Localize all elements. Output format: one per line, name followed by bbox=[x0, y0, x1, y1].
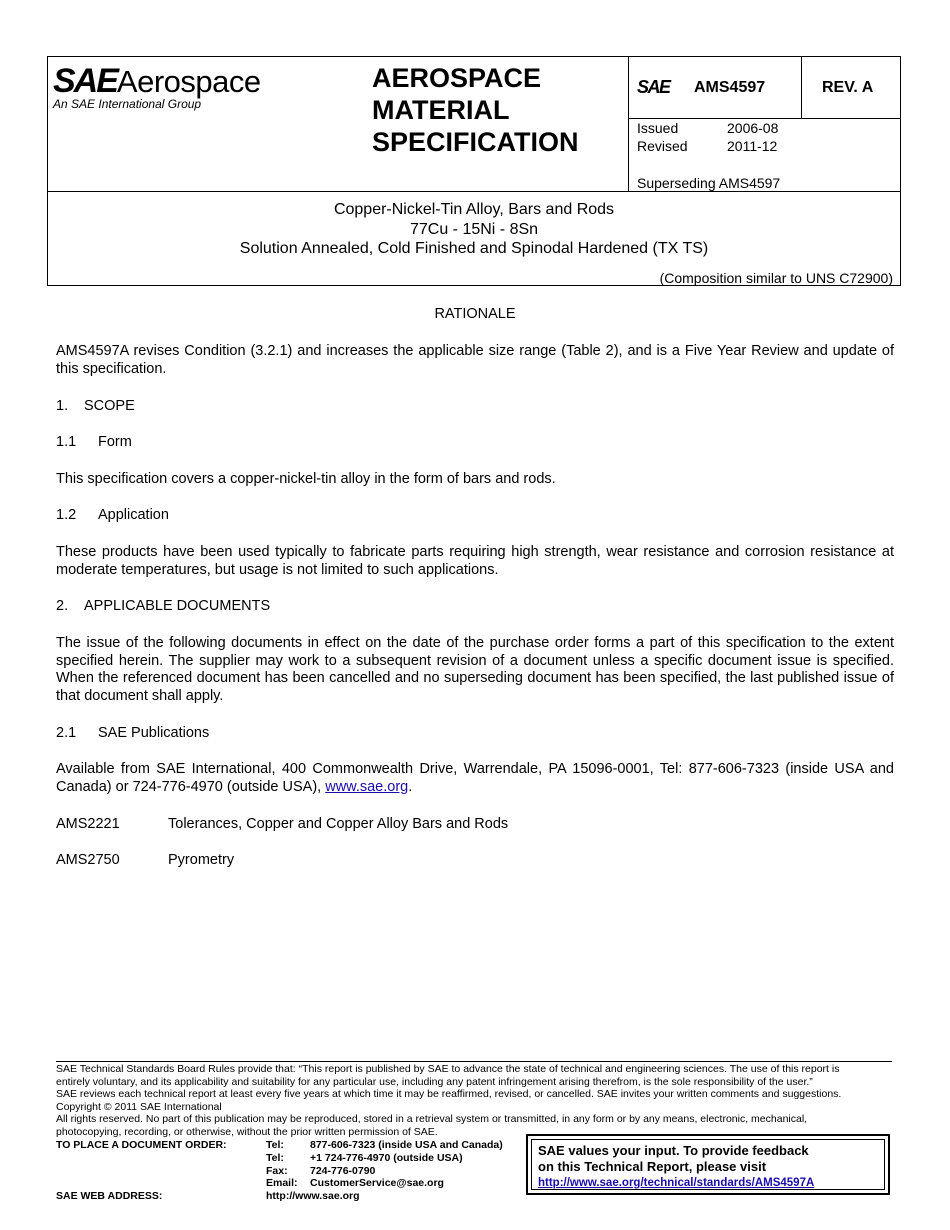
revised-row bbox=[637, 137, 777, 155]
section-1-heading bbox=[56, 398, 894, 416]
revision-label: REV. A bbox=[822, 79, 874, 96]
reference-title: Pyrometry bbox=[168, 852, 235, 868]
title-line-3: SPECIFICATION bbox=[372, 127, 579, 157]
footer-line: SAE Technical Standards Board Rules provide that: “This report is published by SAE to advance the state of technical and engineering sciences. The use of this report is bbox=[56, 1063, 840, 1075]
section-2-1-heading bbox=[56, 725, 894, 743]
title-line-1: AEROSPACE bbox=[372, 63, 542, 93]
section-1-2-title: Application bbox=[98, 507, 169, 523]
issued-value: 2006-08 bbox=[727, 120, 779, 136]
section-1-2-number: 1.2 bbox=[56, 507, 77, 523]
specification-title bbox=[47, 200, 901, 259]
fax-value: 724-776-0790 bbox=[310, 1164, 376, 1177]
rationale-text: AMS4597A revises Condition (3.2.1) and increases the applicable size range (Table 2), and is a Five Year Review and update of this specification. bbox=[56, 343, 894, 377]
section-2-heading bbox=[56, 598, 894, 616]
spec-title-line-2: 77Cu - 15Ni - 8Sn bbox=[409, 220, 539, 238]
logo-aerospace-text: Aerospace bbox=[116, 64, 261, 99]
document-type-title bbox=[372, 62, 579, 158]
footer-line: Copyright © 2011 SAE International bbox=[56, 1100, 222, 1113]
reference-code: AMS2750 bbox=[56, 852, 120, 868]
section-2-title: APPLICABLE DOCUMENTS bbox=[84, 598, 271, 614]
issued-label: Issued bbox=[637, 120, 679, 136]
feedback-link[interactable]: http://www.sae.org/technical/standards/AMS4597A bbox=[538, 1177, 815, 1189]
sae-aerospace-logo bbox=[53, 62, 303, 114]
feedback-box bbox=[526, 1134, 890, 1195]
logo-subtitle: An SAE International Group bbox=[53, 97, 202, 111]
web-label: SAE WEB ADDRESS: bbox=[56, 1190, 163, 1203]
title-line-2: MATERIAL bbox=[372, 95, 510, 125]
section-1-number: 1. bbox=[56, 398, 69, 414]
revised-value: 2011-12 bbox=[727, 138, 778, 154]
logo-sae-text: SAE bbox=[53, 62, 117, 100]
tel1-label: Tel: bbox=[266, 1139, 284, 1151]
section-1-2-heading bbox=[56, 507, 894, 525]
section-1-title: SCOPE bbox=[84, 398, 135, 414]
tel2-value: +1 724-776-4970 (outside USA) bbox=[310, 1151, 463, 1164]
section-2-1-text bbox=[56, 761, 894, 796]
composition-note: (Composition similar to UNS C72900) bbox=[659, 270, 893, 286]
section-2-text: The issue of the following documents in effect on the date of the purchase order forms a part of this specification to the extent specified herein. The supplier may work to a subsequent revision of a document unless a specific document issue is specified. When the referenced document has been cancelled and no superseding document has been specified, the last published issue of that document shall apply. bbox=[56, 635, 894, 704]
fax-label: Fax: bbox=[266, 1164, 288, 1177]
email-label: Email: bbox=[266, 1177, 298, 1190]
footer-divider bbox=[56, 1061, 892, 1062]
section-1-1-heading bbox=[56, 434, 894, 452]
reference-row bbox=[56, 852, 894, 870]
feedback-line-1: SAE values your input. To provide feedback bbox=[538, 1143, 809, 1158]
section-2-1-number: 2.1 bbox=[56, 725, 77, 741]
section-2-1-title: SAE Publications bbox=[98, 725, 210, 741]
footer-line: All rights reserved. No part of this publication may be reproduced, stored in a retrieval system or transmitted, in any form or by any means, electronic, mechanical, bbox=[56, 1113, 808, 1125]
section-1-2-text: These products have been used typically to fabricate parts requiring high strength, wear resistance and corrosion resistance at moderate temperatures, but usage is not limited to such applications. bbox=[56, 544, 894, 578]
spec-title-line-1: Copper-Nickel-Tin Alloy, Bars and Rods bbox=[333, 201, 615, 218]
order-label: TO PLACE A DOCUMENT ORDER: bbox=[56, 1139, 227, 1151]
issued-row bbox=[637, 119, 778, 137]
section-1-1-text: This specification covers a copper-nickel-tin alloy in the form of bars and rods. bbox=[56, 471, 556, 487]
spec-title-line-3: Solution Annealed, Cold Finished and Spinodal Hardened (TX TS) bbox=[239, 240, 709, 257]
reference-code: AMS2221 bbox=[56, 816, 120, 832]
footer-line: photocopying, recording, or otherwise, without the prior written permission of SAE. bbox=[56, 1125, 438, 1138]
section-2-number: 2. bbox=[56, 598, 69, 614]
sae-website-link[interactable]: www.sae.org bbox=[325, 778, 409, 795]
reference-row bbox=[56, 816, 894, 834]
section-2-1-end: . bbox=[408, 778, 413, 795]
sae-small-logo: SAE bbox=[637, 77, 670, 97]
footer-line: entirely voluntary, and its applicability and suitability for any particular use, including any patent infringement arising therefrom, is the sole responsibility of the user.” bbox=[56, 1075, 813, 1088]
footer-legal-text bbox=[56, 1063, 892, 1138]
tel1-value: 877-606-7323 (inside USA and Canada) bbox=[310, 1139, 503, 1151]
reference-title: Tolerances, Copper and Copper Alloy Bars and Rods bbox=[168, 816, 509, 832]
revised-label: Revised bbox=[637, 138, 688, 154]
footer-line: SAE reviews each technical report at least every five years at which time it may be reaffirmed, revised, or cancelled. SAE invites your written comments and suggestions. bbox=[56, 1088, 842, 1100]
section-1-1-title: Form bbox=[98, 434, 132, 450]
rationale-heading: RATIONALE bbox=[434, 306, 516, 322]
section-2-1-body: Available from SAE International, 400 Commonwealth Drive, Warrendale, PA 15096-0001, Tel: 877-606-7323 (inside USA and Canada) or 724-776-4970 (outside USA), bbox=[56, 761, 894, 795]
section-1-1-number: 1.1 bbox=[56, 434, 77, 450]
tel2-label: Tel: bbox=[266, 1151, 284, 1164]
email-value[interactable]: CustomerService@sae.org bbox=[310, 1177, 444, 1190]
superseding-note: Superseding AMS4597 bbox=[637, 175, 781, 191]
feedback-line-2: on this Technical Report, please visit bbox=[538, 1159, 767, 1174]
document-number: AMS4597 bbox=[694, 79, 766, 96]
web-value[interactable]: http://www.sae.org bbox=[266, 1190, 360, 1203]
order-contact-block bbox=[56, 1139, 503, 1203]
